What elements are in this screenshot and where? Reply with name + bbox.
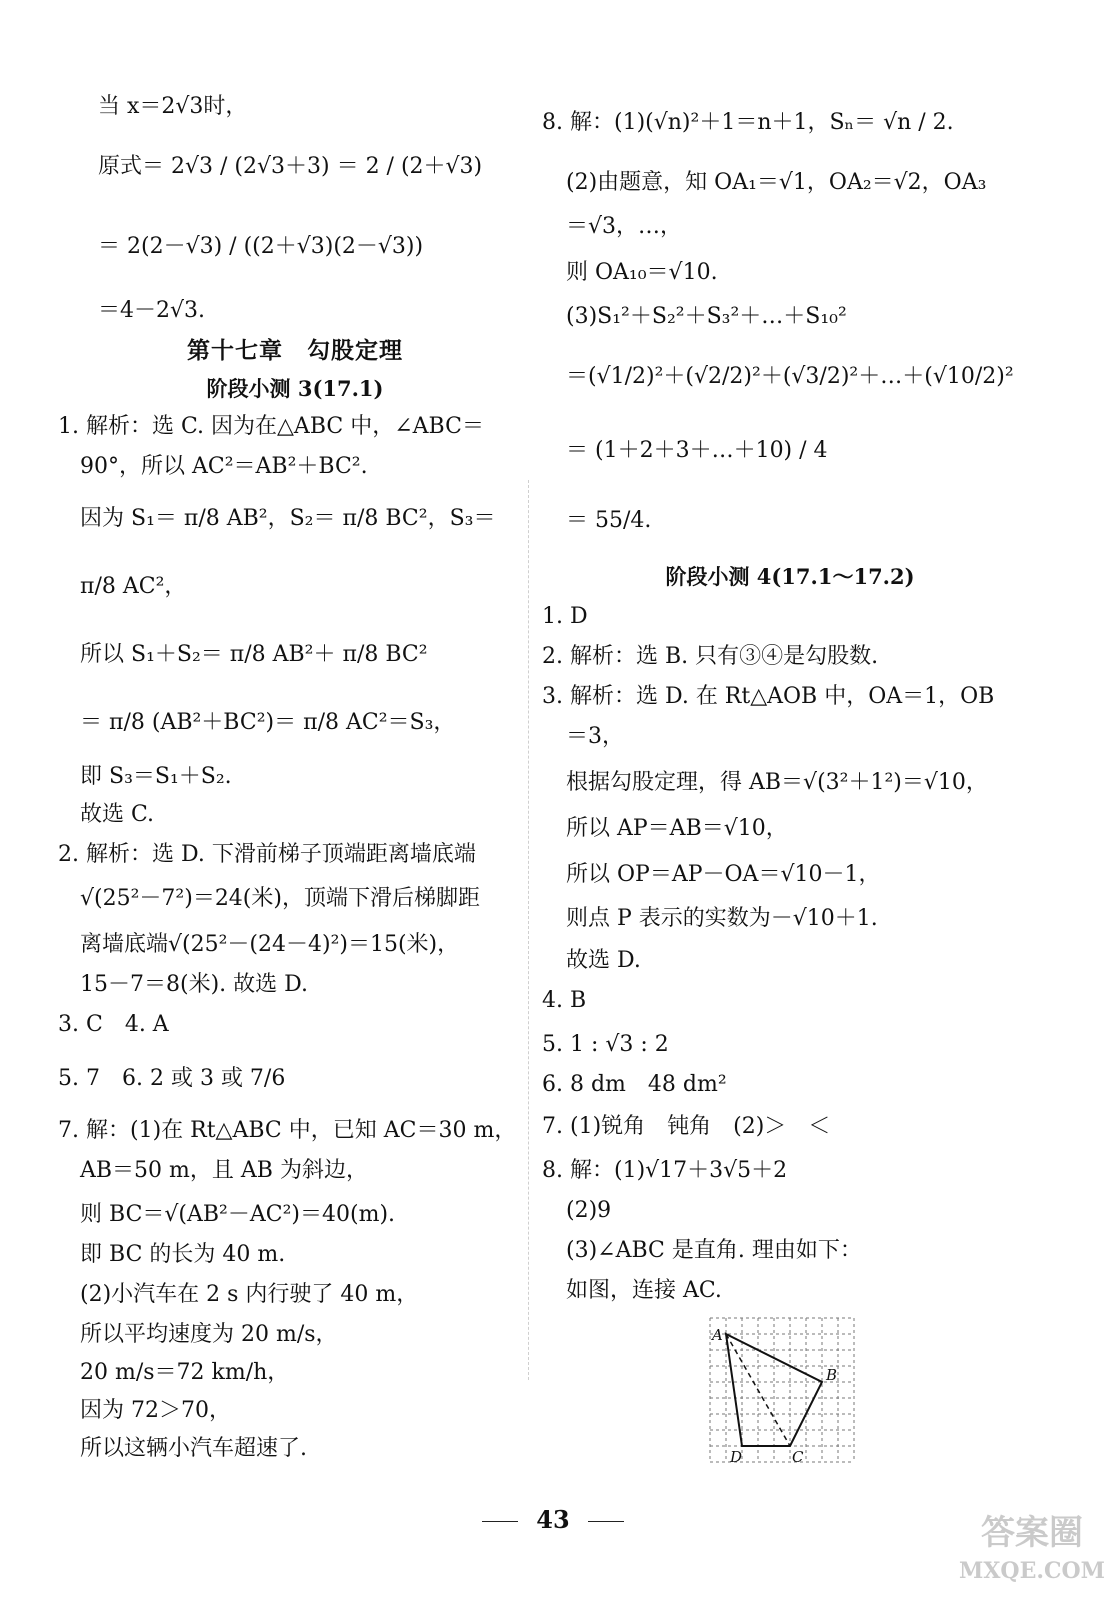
text-line: 因为 72＞70， xyxy=(80,1398,231,1423)
text-line: 即 BC 的长为 40 m. xyxy=(80,1242,286,1267)
text-line: 则点 P 表示的实数为－√10＋1. xyxy=(566,906,878,931)
text-line: AB＝50 m，且 AB 为斜边， xyxy=(80,1158,368,1183)
page-dash-right xyxy=(588,1521,624,1522)
equation-line: ＝ 55/4. xyxy=(566,508,652,533)
text-line: 所以这辆小汽车超速了. xyxy=(80,1436,307,1461)
text-line: 7. 解：(1)在 Rt△ABC 中，已知 AC＝30 m， xyxy=(58,1118,517,1143)
answer-line: 4. B xyxy=(542,988,587,1013)
watermark-text: 答案圈 xyxy=(981,1513,1083,1553)
watermark-url: MXQE.COM xyxy=(958,1558,1106,1584)
text-line: 2. 解析：选 D. 下滑前梯子顶端距离墙底端 xyxy=(58,842,476,867)
text-line: (3)∠ABC 是直角. 理由如下： xyxy=(566,1238,862,1263)
text-line: 8. 解：(1)√17＋3√5＋2 xyxy=(542,1158,788,1183)
text-line: 所以 AP＝AB＝√10， xyxy=(566,816,788,841)
answer-line: 5. 1 : √3 : 2 xyxy=(542,1032,669,1057)
text-line: ＝√3，…， xyxy=(566,214,683,239)
label-d: D xyxy=(730,1448,743,1466)
text-line: 则 OA₁₀＝√10. xyxy=(566,260,718,285)
equation-line: 所以 S₁＋S₂＝ π/8 AB²＋ π/8 BC² xyxy=(80,642,428,667)
label-a: A xyxy=(712,1326,723,1344)
page-number xyxy=(0,1505,1106,1534)
answer-line: 5. 7 6. 2 或 3 或 7/6 xyxy=(58,1066,286,1091)
answer-line: 3. C 4. A xyxy=(58,1012,169,1037)
grid-lines xyxy=(710,1318,854,1462)
text-line: ＝3， xyxy=(566,724,624,749)
text-line: 所以 OP＝AP－OA＝√10－1， xyxy=(566,862,881,887)
equation-line: ＝4－2√3. xyxy=(98,298,206,323)
text-line: 2. 解析：选 B. 只有③④是勾股数. xyxy=(542,644,879,669)
text-line: √(25²－7²)＝24(米)，顶端下滑后梯脚距 xyxy=(80,886,480,911)
text-line: 90°，所以 AC²＝AB²＋BC². xyxy=(80,454,368,479)
equation-line: (3)S₁²＋S₂²＋S₃²＋…＋S₁₀² xyxy=(566,304,847,329)
equation-line: 因为 S₁＝ π/8 AB²，S₂＝ π/8 BC²，S₃＝ xyxy=(80,506,496,531)
text-line: 15－7＝8(米). 故选 D. xyxy=(80,972,308,997)
column-divider xyxy=(528,480,529,1380)
text-line: 根据勾股定理，得 AB＝√(3²＋1²)＝√10， xyxy=(566,770,988,795)
text-line: 当 x＝2√3时， xyxy=(98,94,248,119)
text-line: 则 BC＝√(AB²－AC²)＝40(m). xyxy=(80,1202,396,1227)
text-line: 即 S₃＝S₁＋S₂. xyxy=(80,764,232,789)
text-line: (2)9 xyxy=(566,1198,612,1223)
answer-line: 1. D xyxy=(542,604,588,629)
equation-line: 8. 解：(1)(√n)²＋1＝n＋1，Sₙ＝ √n / 2. xyxy=(542,110,954,135)
text-line: (2)小汽车在 2 s 内行驶了 40 m， xyxy=(80,1282,419,1307)
equation-line: ＝(√1/2)²＋(√2/2)²＋(√3/2)²＋…＋(√10/2)² xyxy=(566,364,1014,389)
section-title: 阶段小测 4(17.1～17.2) xyxy=(665,564,915,589)
text-line: 故选 C. xyxy=(80,802,155,827)
answer-line: 7. (1)锐角 钝角 (2)＞ ＜ xyxy=(542,1114,831,1139)
equation-line: 原式＝ 2√3 / (2√3＋3) ＝ 2 / (2＋√3) xyxy=(98,154,483,179)
label-c: C xyxy=(792,1448,804,1466)
watermark-logo xyxy=(958,1500,1106,1590)
text-line: 如图，连接 AC. xyxy=(566,1278,722,1303)
text-line: (2)由题意，知 OA₁＝√1，OA₂＝√2，OA₃ xyxy=(566,170,987,195)
text-line: 离墙底端√(25²－(24－4)²)＝15(米)， xyxy=(80,932,460,957)
page-number-text: 43 xyxy=(536,1505,570,1534)
equation-line: ＝ π/8 (AB²＋BC²)＝ π/8 AC²＝S₃， xyxy=(80,710,456,735)
answer-line: 6. 8 dm 48 dm² xyxy=(542,1072,727,1097)
text-line: 所以平均速度为 20 m/s， xyxy=(80,1322,338,1347)
equation-line: ＝ 2(2－√3) / ((2＋√3)(2－√3)) xyxy=(98,234,424,259)
text-line: 3. 解析：选 D. 在 Rt△AOB 中，OA＝1，OB xyxy=(542,684,995,709)
section-title: 阶段小测 3(17.1) xyxy=(206,376,384,401)
equation-line: ＝ (1＋2＋3＋…＋10) / 4 xyxy=(566,438,828,463)
text-line: 1. 解析：选 C. 因为在△ABC 中，∠ABC＝ xyxy=(58,414,484,439)
page-dash-left xyxy=(482,1521,518,1522)
grid-figure xyxy=(710,1318,860,1468)
label-b: B xyxy=(826,1366,838,1384)
text-line: 故选 D. xyxy=(566,948,641,973)
text-line: 20 m/s＝72 km/h， xyxy=(80,1360,290,1385)
equation-line: π/8 AC²， xyxy=(80,574,187,599)
chapter-title: 第十七章 勾股定理 xyxy=(187,337,403,364)
